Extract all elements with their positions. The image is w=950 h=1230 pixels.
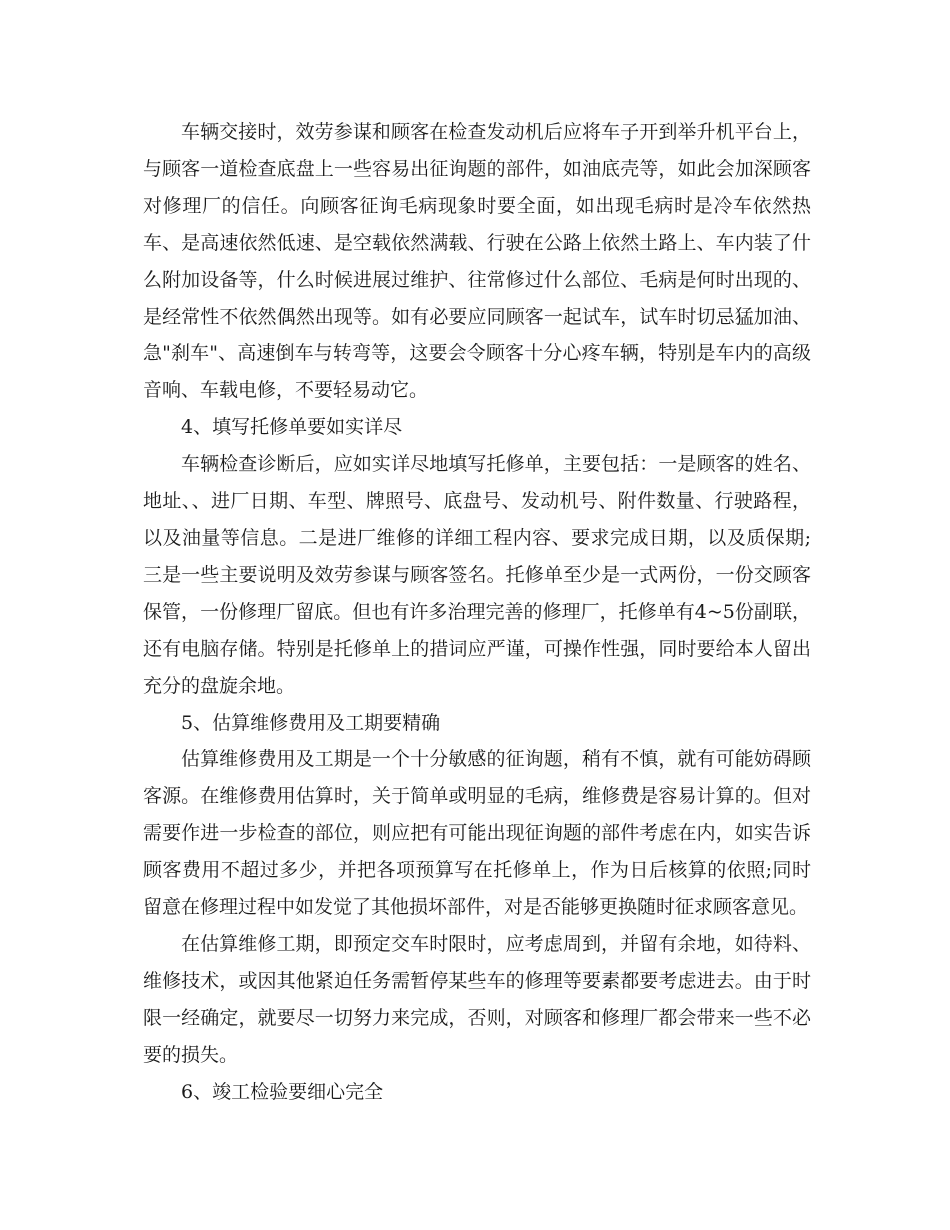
- heading-estimate-cost: 5、估算维修费用及工期要精确: [181, 711, 441, 734]
- paragraph-repair-order: 车辆检查诊断后，应如实详尽地填写托修单，主要包括：一是顾客的姓名、地址、、进厂日期、车型、牌照号、底盘号、发动机号、附件数量、行驶路程，以及油量等信息。二是进厂维修的详细工程内容、要求完成日期，以及质保期;三是一些主要说明及效劳参谋与顾客签名。托修单至少是一式两份，一份交顾客保管，一份修理厂留底。但也有许多治理完善的修理厂，托修单有4~5份副联，还有电脑存储。特别是托修单上的措词应严谨，可操作性强，同时要给本人留出充分的盘旋余地。: [143, 453, 811, 697]
- heading-fill-repair-order: 4、填写托修单要如实详尽: [181, 416, 403, 439]
- paragraph-vehicle-handover: 车辆交接时，效劳参谋和顾客在检查发动机后应将车子开到举升机平台上，与顾客一道检查底盘上一些容易出征询题的部件，如油底壳等，如此会加深顾客对修理厂的信任。向顾客征询毛病现象时要全面，如出现毛病时是冷车依然热车、是高速依然低速、是空载依然满载、行驶在公路上依然土路上、车内装了什么附加设备等，什么时候进展过维护、往常修过什么部位、毛病是何时出现的、是经常性不依然偶然出现等。如有必要应同顾客一起试车，试车时切忌猛加油、急"刹车"、高速倒车与转弯等，这要会令顾客十分心疼车辆，特别是车内的高级音响、车载电修，不要轻易动它。: [143, 121, 811, 402]
- document-body: [143, 114, 811, 1110]
- paragraph-estimate-cost: 估算维修费用及工期是一个十分敏感的征询题，稍有不慎，就有可能妨碍顾客源。在维修费用估算时，关于简单或明显的毛病，维修费是容易计算的。但对需要作进一步检查的部位，则应把有可能出现征询题的部件考虑在内，如实告诉顾客费用不超过多少，并把各项预算写在托修单上，作为日后核算的依照;同时留意在修理过程中如发觉了其他损坏部件，对是否能够更换随时征求顾客意见。: [143, 748, 811, 919]
- heading-final-inspection: 6、竣工检验要细心完全: [181, 1080, 384, 1103]
- paragraph-estimate-duration: 在估算维修工期，即预定交车时限时，应考虑周到，并留有余地，如待料、维修技术，或因其他紧迫任务需暂停某些车的修理等要素都要考虑进去。由于时限一经确定，就要尽一切努力来完成，否则，对顾客和修理厂都会带来一些不必要的损失。: [143, 932, 811, 1066]
